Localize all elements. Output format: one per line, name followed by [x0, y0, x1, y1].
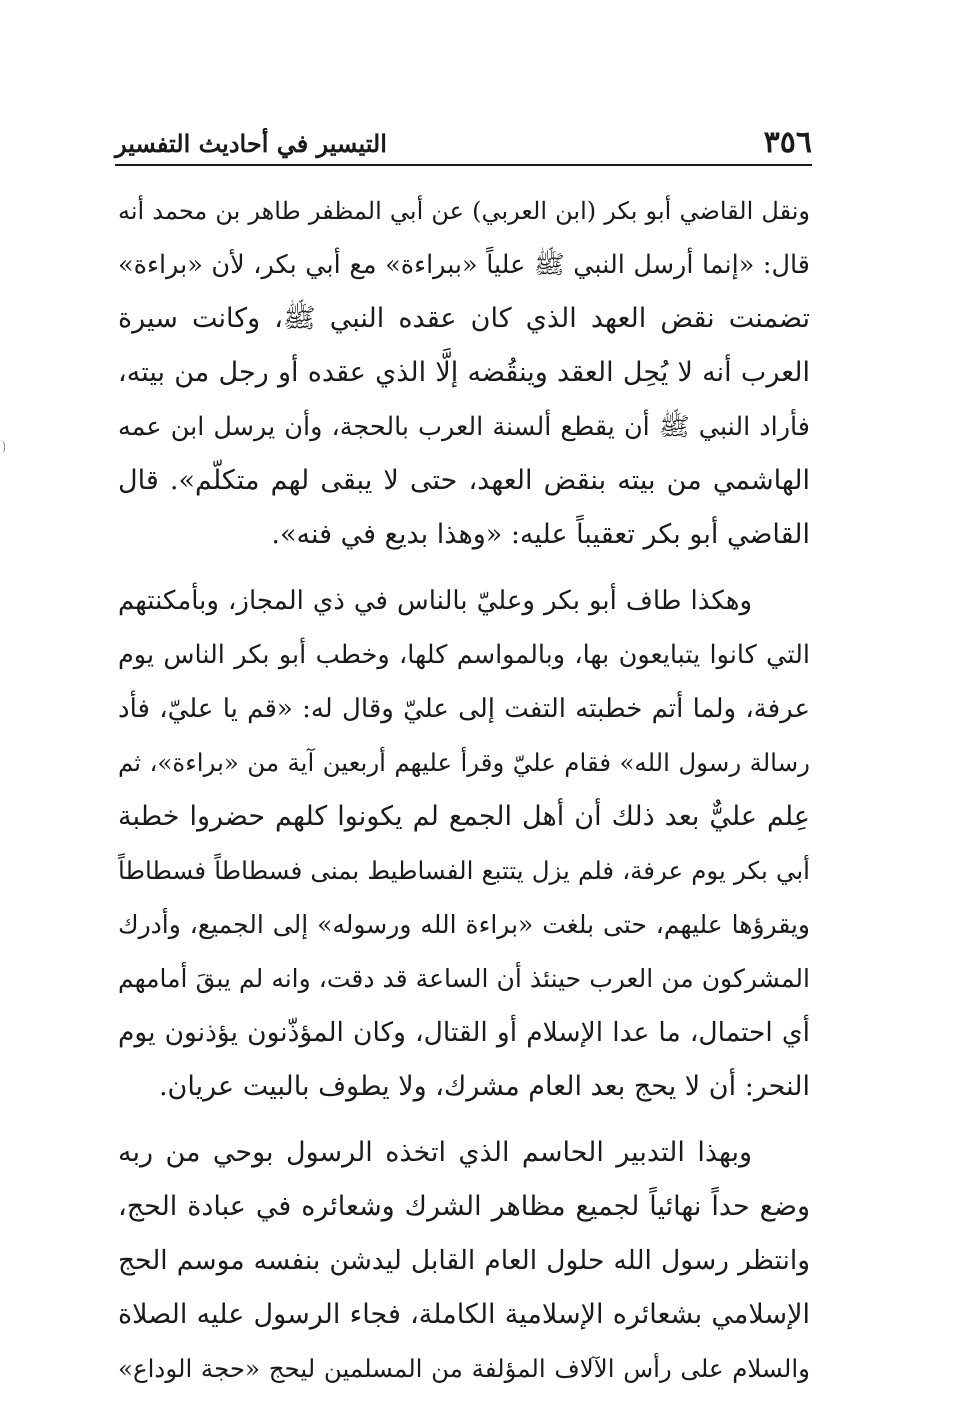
body-text: [118, 184, 810, 1396]
paragraph-3: [118, 1126, 810, 1396]
text-line: وهكذا طاف أبو بكر وعليّ بالناس في ذي المجاز، وبأمكنتهم: [118, 586, 753, 616]
text-line: وانتظر رسول الله حلول العام القابل ليدشن بنفسه موسم الحج: [118, 1245, 810, 1276]
text-line: وضع حداً نهائياً لجميع مظاهر الشرك وشعائره في عبادة الحج،: [118, 1191, 810, 1222]
text-line: قال: «إنما أرسل النبي ﷺ علياً «ببراءة» مع أبي بكر، لأن «براءة»: [118, 250, 810, 280]
paragraph-1: [118, 184, 810, 562]
text-line: فأراد النبي ﷺ أن يقطع ألسنة العرب بالحجة، وأن يرسل ابن عمه: [118, 412, 810, 442]
paragraph-2: [118, 574, 810, 1114]
text-line: والسلام على رأس الآلاف المؤلفة من المسلمين ليحج «حجة الوداع»: [118, 1354, 810, 1383]
text-line: أبي بكر يوم عرفة، فلم يزل يتتبع الفساطيط بمنى فسطاطاً فسطاطاً: [118, 856, 810, 885]
text-line: أي احتمال، ما عدا الإسلام أو القتال، وكان المؤذّنون يؤذنون يوم: [118, 1017, 810, 1048]
text-line: رسالة رسول الله» فقام عليّ وقرأ عليهم أربعين آية من «براءة»، ثم: [118, 748, 810, 777]
text-line: تضمنت نقض العهد الذي كان عقده النبي ﷺ، وكانت سيرة: [118, 303, 810, 334]
margin-mark: [0, 440, 5, 454]
running-title: التيسير في أحاديث التفسير: [115, 129, 387, 158]
text-line: الإسلامي بشعائره الإسلامية الكاملة، فجاء الرسول عليه الصلاة: [118, 1299, 810, 1330]
header-rule: [115, 164, 812, 166]
text-line: الهاشمي من بيته بنقض العهد، حتى لا يبقى لهم متكلّم». قال: [118, 465, 810, 496]
text-line: النحر: أن لا يحج بعد العام مشرك، ولا يطوف بالبيت عريان.: [158, 1071, 810, 1102]
text-line: عرفة، ولما أتم خطبته التفت إلى عليّ وقال له: «قم يا عليّ، فأد: [118, 694, 810, 724]
page-header: [115, 118, 812, 164]
text-line: ونقل القاضي أبو بكر (ابن العربي) عن أبي المظفر طاهر بن محمد أنه: [118, 197, 810, 225]
text-line: القاضي أبو بكر تعقيباً عليه: «وهذا بديع في فنه».: [271, 519, 810, 550]
text-line: ويقرؤها عليهم، حتى بلغت «براءة الله ورسوله» إلى الجميع، وأدرك: [118, 910, 810, 939]
text-line: المشركون من العرب حينئذ أن الساعة قد دقت، وانه لم يبقَ أمامهم: [118, 964, 810, 993]
text-line: وبهذا التدبير الحاسم الذي اتخذه الرسول بوحي من ربه: [118, 1137, 752, 1168]
text-line: التي كانوا يتبايعون بها، وبالمواسم كلها، وخطب أبو بكر الناس يوم: [118, 640, 810, 670]
page-number: ٣٥٦: [763, 125, 812, 160]
text-line: العرب أنه لا يُحِل العقد وينقُضه إلَّا الذي عقده أو رجل من بيته،: [118, 357, 810, 388]
text-line: عِلم عليٌّ بعد ذلك أن أهل الجمع لم يكونوا كلهم حضروا خطبة: [118, 801, 810, 832]
